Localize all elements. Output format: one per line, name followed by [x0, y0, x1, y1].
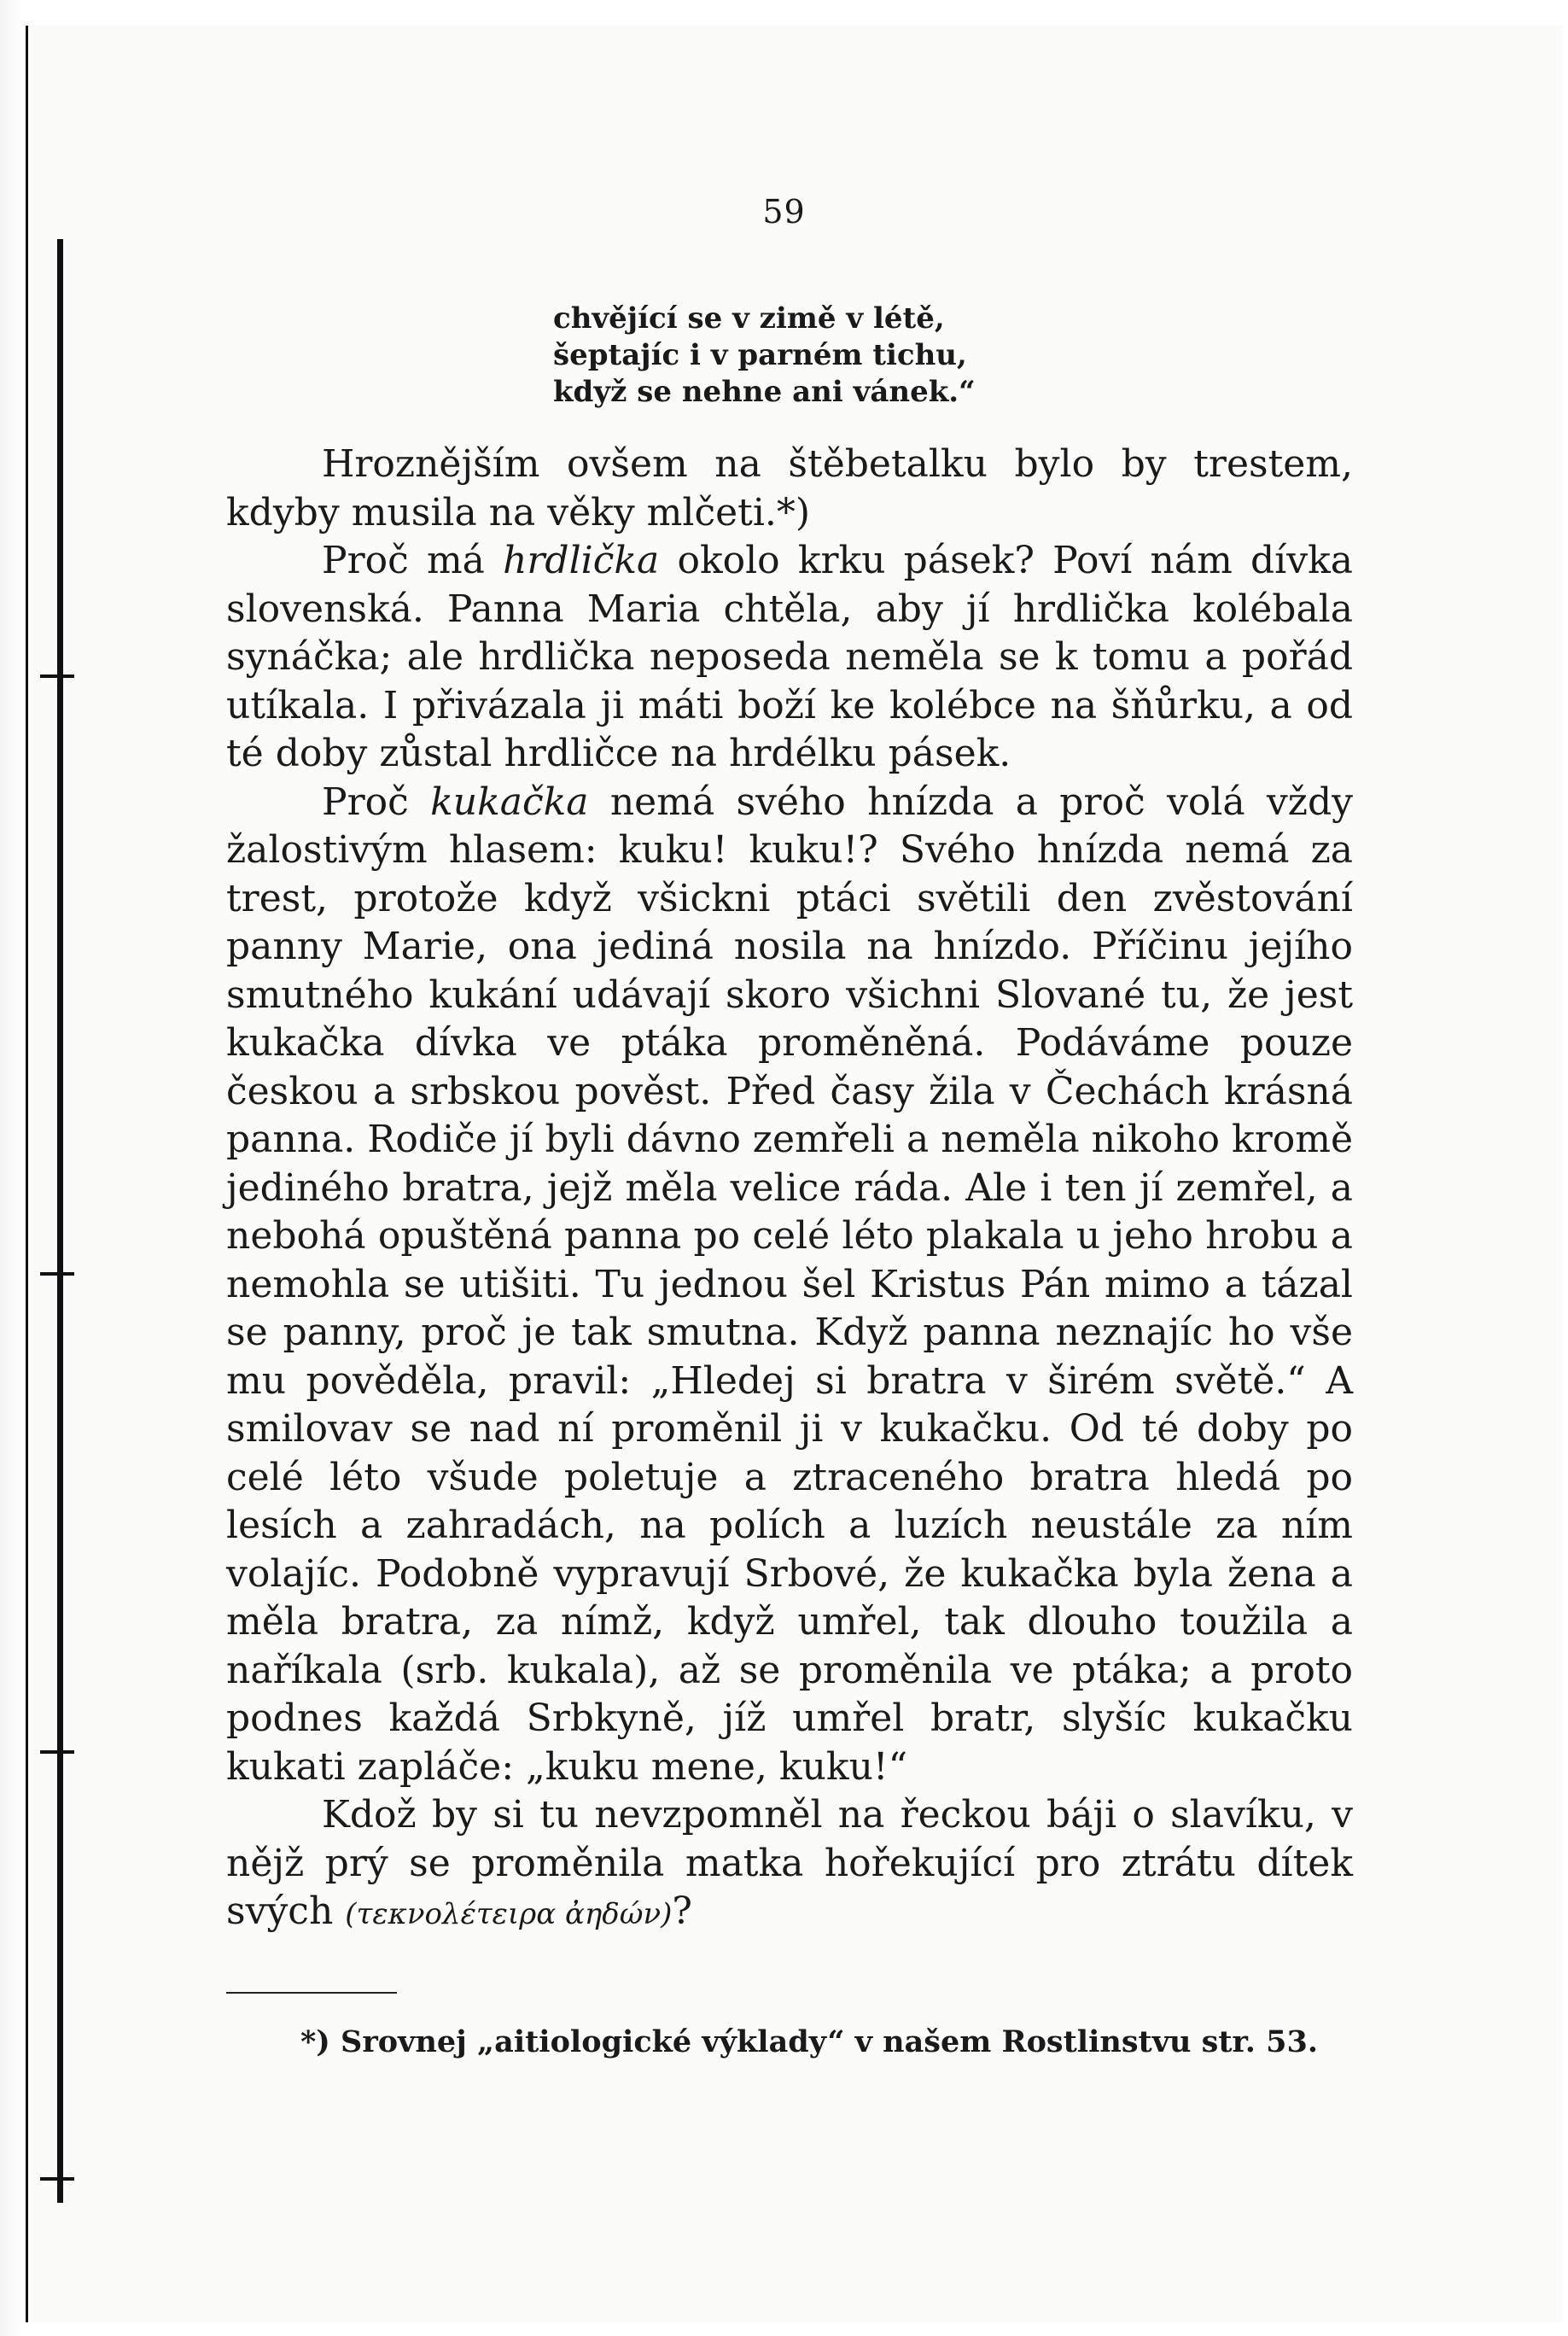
- text-run: nemá svého hnízda a proč volá vždy žalostivým hlasem: kuku! kuku!? Svého hnízda nemá za trest, protože když všickni ptáci světili den zvěstování panny Marie, ona jediná nosila na hnízdo. Příčinu jejího smutného kukání udávají skoro všichni Slované tu, že jest kukačka dívka ve ptáka proměněná. Podáváme pouze českou a srbskou pověst. Před časy žila v Čechách krásná panna. Rodiče jí byli dávno zemřeli a neměla nikoho kromě jediného bratra, jejž měla velice ráda. Ale i ten jí zemřel, a nebohá opuštěná panna po celé léto plakala u jeho hrobu a nemohla se utišiti. Tu jednou šel Kristus Pán mimo a tázal se panny, proč je tak smutna. Když panna neznajíc ho vše mu pověděla, pravil: „Hledej si bratra v širém světě.“ A smilovav se nad ní proměnil ji v kukačku. Od té doby po celé léto všude poletuje a ztraceného bratra hledá po lesích a zahradách, na polích a luzích neustále za ním volajíc. Podobně vypravují Srbové, že kukačka byla žena a měla bratra, za nímž, když umřel, tak dlouho toužila a naříkala (srb. kukala), až se proměnila ve ptáka; a proto podnes každá Srbkyně, jíž umřel bratr, slyšíc kukačku kukati zapláče: „kuku mene, kuku!“: [226, 780, 1353, 1789]
- paragraph: Hroznějším ovšem na štěbetalku bylo by trestem, kdyby musila na věky mlčeti.*): [226, 442, 1353, 534]
- verse-line: chvějící se v zimě v létě,: [553, 301, 945, 336]
- footnote: *) Srovnej „aitiologické výklady“ v našem Rostlinstvu str. 53.: [300, 2024, 1319, 2059]
- paragraph: [226, 779, 1353, 1792]
- verse-block: [553, 301, 976, 411]
- emphasis-hrdlicka: hrdlička: [503, 539, 660, 582]
- greek-phrase: (τεκνολέτειρα ἀηδών): [345, 1897, 673, 1931]
- margin-tick: [40, 2177, 74, 2181]
- margin-tick: [40, 675, 74, 678]
- text-run: ?: [672, 1889, 693, 1933]
- text-run: okolo krku pásek? Poví nám dívka slovenská. Panna Maria chtěla, aby jí hrdlička kolébala synáčka; ale hrdlička neposeda neměla se k tomu a pořád utíkala. I přivázala ji máti boží ke kolébce na šňůrku, a od té doby zůstal hrdličce na hrdélku pásek.: [226, 539, 1353, 775]
- paragraph: [226, 1791, 1353, 1939]
- text-run: Kdož by si tu nevzpomněl na řeckou báji o slavíku, v nějž prý se proměnila matka hořekující pro ztrátu dítek svých: [226, 1793, 1353, 1933]
- margin-rule: [57, 239, 63, 2203]
- emphasis-kukacka: kukačka: [430, 780, 589, 824]
- verse-line: šeptajíc i v parném tichu,: [553, 338, 967, 372]
- text-run: Proč má: [322, 539, 504, 582]
- paragraph: [226, 537, 1353, 779]
- verse-line: když se nehne ani vánek.“: [553, 375, 976, 409]
- footnote-rule: [226, 1992, 397, 1994]
- margin-tick: [40, 1272, 74, 1276]
- text-run: Proč: [322, 780, 431, 824]
- body-text: [226, 441, 1353, 1939]
- page-number: 59: [762, 193, 806, 231]
- binding-edge: [0, 0, 24, 2336]
- margin-tick: [40, 1750, 74, 1754]
